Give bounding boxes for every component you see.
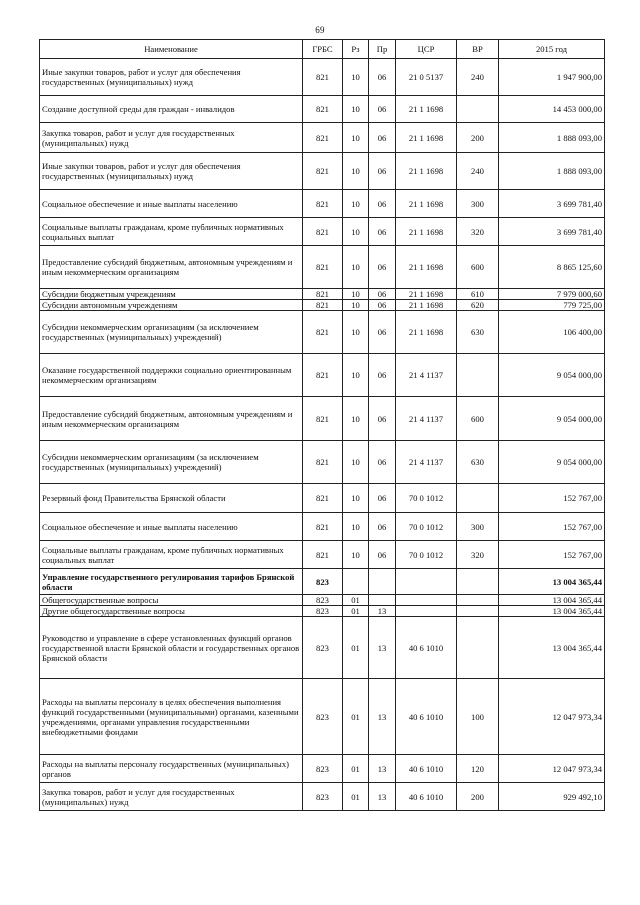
cell-vr xyxy=(457,484,499,513)
cell-csr: 21 1 1698 xyxy=(396,246,457,289)
cell-amount: 8 865 125,60 xyxy=(499,246,605,289)
cell-name: Иные закупки товаров, работ и услуг для обеспечения государственных (муниципальных) нужд xyxy=(40,153,303,190)
cell-vr: 630 xyxy=(457,441,499,484)
cell-rz: 10 xyxy=(343,484,369,513)
table-row xyxy=(40,123,605,153)
cell-name: Закупка товаров, работ и услуг для государственных (муниципальных) нужд xyxy=(40,123,303,153)
cell-rz: 10 xyxy=(343,96,369,123)
cell-csr xyxy=(396,606,457,617)
cell-pr: 06 xyxy=(369,397,396,441)
cell-vr: 620 xyxy=(457,300,499,311)
table-row xyxy=(40,679,605,755)
cell-rz: 01 xyxy=(343,617,369,679)
cell-amount: 13 004 365,44 xyxy=(499,569,605,595)
cell-amount: 152 767,00 xyxy=(499,513,605,541)
cell-name: Другие общегосударственные вопросы xyxy=(40,606,303,617)
table-row xyxy=(40,783,605,811)
cell-pr: 06 xyxy=(369,123,396,153)
table-row xyxy=(40,569,605,595)
table-row xyxy=(40,755,605,783)
cell-rz: 10 xyxy=(343,300,369,311)
table-row xyxy=(40,59,605,96)
cell-amount: 13 004 365,44 xyxy=(499,606,605,617)
cell-name: Субсидии бюджетным учреждениям xyxy=(40,289,303,300)
cell-grbs: 823 xyxy=(303,679,343,755)
cell-amount: 9 054 000,00 xyxy=(499,354,605,397)
cell-pr: 06 xyxy=(369,218,396,246)
cell-grbs: 821 xyxy=(303,354,343,397)
cell-rz: 10 xyxy=(343,541,369,569)
cell-rz: 10 xyxy=(343,153,369,190)
cell-amount: 152 767,00 xyxy=(499,541,605,569)
cell-amount: 12 047 973,34 xyxy=(499,679,605,755)
cell-csr: 70 0 1012 xyxy=(396,513,457,541)
header-grbs: ГРБС xyxy=(303,40,343,59)
cell-grbs: 821 xyxy=(303,300,343,311)
cell-pr: 06 xyxy=(369,311,396,354)
cell-csr: 40 6 1010 xyxy=(396,617,457,679)
cell-name: Социальные выплаты гражданам, кроме публичных нормативных социальных выплат xyxy=(40,218,303,246)
cell-amount: 3 699 781,40 xyxy=(499,218,605,246)
cell-name: Общегосударственные вопросы xyxy=(40,595,303,606)
cell-pr: 06 xyxy=(369,289,396,300)
table-header-row xyxy=(40,40,605,59)
table-row xyxy=(40,595,605,606)
cell-pr: 06 xyxy=(369,484,396,513)
header-vr: ВР xyxy=(457,40,499,59)
cell-vr xyxy=(457,606,499,617)
table-row xyxy=(40,617,605,679)
cell-grbs: 821 xyxy=(303,153,343,190)
cell-rz: 01 xyxy=(343,783,369,811)
cell-amount: 9 054 000,00 xyxy=(499,441,605,484)
cell-name: Социальное обеспечение и иные выплаты населению xyxy=(40,513,303,541)
cell-rz: 10 xyxy=(343,123,369,153)
cell-vr: 240 xyxy=(457,153,499,190)
cell-csr: 70 0 1012 xyxy=(396,484,457,513)
header-csr: ЦСР xyxy=(396,40,457,59)
cell-grbs: 823 xyxy=(303,783,343,811)
cell-amount: 1 947 900,00 xyxy=(499,59,605,96)
cell-grbs: 821 xyxy=(303,59,343,96)
cell-name: Предоставление субсидий бюджетным, автономным учреждениям и иным некоммерческим организациям xyxy=(40,397,303,441)
cell-name: Субсидии некоммерческим организациям (за исключением государственных (муниципальных) учреждений) xyxy=(40,441,303,484)
cell-grbs: 821 xyxy=(303,218,343,246)
cell-name: Субсидии автономным учреждениям xyxy=(40,300,303,311)
cell-pr: 06 xyxy=(369,354,396,397)
cell-pr: 06 xyxy=(369,246,396,289)
cell-name: Закупка товаров, работ и услуг для государственных (муниципальных) нужд xyxy=(40,783,303,811)
cell-grbs: 823 xyxy=(303,606,343,617)
cell-amount: 14 453 000,00 xyxy=(499,96,605,123)
cell-rz: 01 xyxy=(343,755,369,783)
header-pr: Пр xyxy=(369,40,396,59)
cell-amount: 13 004 365,44 xyxy=(499,617,605,679)
cell-pr: 06 xyxy=(369,441,396,484)
cell-vr xyxy=(457,96,499,123)
cell-pr: 06 xyxy=(369,300,396,311)
cell-rz: 10 xyxy=(343,513,369,541)
cell-rz: 01 xyxy=(343,606,369,617)
cell-name: Резервный фонд Правительства Брянской области xyxy=(40,484,303,513)
cell-csr xyxy=(396,595,457,606)
cell-grbs: 821 xyxy=(303,513,343,541)
cell-vr: 300 xyxy=(457,513,499,541)
cell-name: Иные закупки товаров, работ и услуг для обеспечения государственных (муниципальных) нужд xyxy=(40,59,303,96)
table-row xyxy=(40,96,605,123)
table-row xyxy=(40,354,605,397)
cell-amount: 106 400,00 xyxy=(499,311,605,354)
cell-vr: 300 xyxy=(457,190,499,218)
cell-grbs: 821 xyxy=(303,246,343,289)
cell-pr: 06 xyxy=(369,59,396,96)
cell-vr: 600 xyxy=(457,246,499,289)
cell-rz: 10 xyxy=(343,246,369,289)
cell-amount: 3 699 781,40 xyxy=(499,190,605,218)
cell-csr xyxy=(396,569,457,595)
cell-vr: 600 xyxy=(457,397,499,441)
cell-amount: 13 004 365,44 xyxy=(499,595,605,606)
header-name: Наименование xyxy=(40,40,303,59)
cell-csr: 21 1 1698 xyxy=(396,289,457,300)
cell-name: Расходы на выплаты персоналу государственных (муниципальных) органов xyxy=(40,755,303,783)
cell-csr: 21 1 1698 xyxy=(396,300,457,311)
cell-vr: 240 xyxy=(457,59,499,96)
table-row xyxy=(40,289,605,300)
cell-vr: 320 xyxy=(457,541,499,569)
cell-grbs: 821 xyxy=(303,123,343,153)
cell-pr: 13 xyxy=(369,755,396,783)
cell-amount: 1 888 093,00 xyxy=(499,123,605,153)
cell-rz: 10 xyxy=(343,354,369,397)
cell-pr: 13 xyxy=(369,606,396,617)
cell-vr: 630 xyxy=(457,311,499,354)
header-rz: Рз xyxy=(343,40,369,59)
cell-amount: 9 054 000,00 xyxy=(499,397,605,441)
cell-name: Руководство и управление в сфере установленных функций органов государственной власти Брянской области и государственных органов Брянской области xyxy=(40,617,303,679)
cell-rz: 10 xyxy=(343,289,369,300)
cell-pr: 13 xyxy=(369,783,396,811)
cell-name: Создание доступной среды для граждан - инвалидов xyxy=(40,96,303,123)
table-row xyxy=(40,218,605,246)
cell-rz: 10 xyxy=(343,190,369,218)
cell-pr: 06 xyxy=(369,541,396,569)
cell-pr xyxy=(369,569,396,595)
cell-rz: 01 xyxy=(343,595,369,606)
cell-name: Субсидии некоммерческим организациям (за исключением государственных (муниципальных) учреждений) xyxy=(40,311,303,354)
cell-pr xyxy=(369,595,396,606)
cell-amount: 1 888 093,00 xyxy=(499,153,605,190)
cell-rz xyxy=(343,569,369,595)
cell-grbs: 823 xyxy=(303,595,343,606)
table-row xyxy=(40,311,605,354)
cell-vr xyxy=(457,354,499,397)
cell-grbs: 823 xyxy=(303,569,343,595)
page-number: 69 xyxy=(315,25,325,35)
cell-csr: 40 6 1010 xyxy=(396,755,457,783)
cell-name: Социальное обеспечение и иные выплаты населению xyxy=(40,190,303,218)
cell-rz: 10 xyxy=(343,59,369,96)
cell-pr: 06 xyxy=(369,96,396,123)
cell-csr: 40 6 1010 xyxy=(396,783,457,811)
table-row xyxy=(40,246,605,289)
cell-grbs: 823 xyxy=(303,617,343,679)
cell-pr: 06 xyxy=(369,513,396,541)
cell-csr: 21 1 1698 xyxy=(396,153,457,190)
cell-name: Оказание государственной поддержки социально ориентированным некоммерческим организациям xyxy=(40,354,303,397)
cell-grbs: 821 xyxy=(303,441,343,484)
table-row xyxy=(40,541,605,569)
cell-amount: 7 979 000,60 xyxy=(499,289,605,300)
table-row xyxy=(40,484,605,513)
cell-rz: 10 xyxy=(343,218,369,246)
cell-amount: 779 725,00 xyxy=(499,300,605,311)
budget-table xyxy=(39,39,605,811)
cell-rz: 10 xyxy=(343,311,369,354)
cell-csr: 21 1 1698 xyxy=(396,311,457,354)
cell-vr: 320 xyxy=(457,218,499,246)
table-row xyxy=(40,300,605,311)
header-amount: 2015 год xyxy=(499,40,605,59)
cell-rz: 01 xyxy=(343,679,369,755)
cell-pr: 13 xyxy=(369,617,396,679)
cell-grbs: 821 xyxy=(303,96,343,123)
cell-name: Расходы на выплаты персоналу в целях обеспечения выполнения функций государственными (муниципальными) органами, казенными учреждениями, органами управления государственными внебюджетными фондами xyxy=(40,679,303,755)
cell-vr xyxy=(457,569,499,595)
cell-amount: 929 492,10 xyxy=(499,783,605,811)
cell-grbs: 821 xyxy=(303,190,343,218)
cell-csr: 21 1 1698 xyxy=(396,123,457,153)
cell-rz: 10 xyxy=(343,397,369,441)
cell-csr: 21 1 1698 xyxy=(396,190,457,218)
table-row xyxy=(40,190,605,218)
cell-vr: 610 xyxy=(457,289,499,300)
cell-vr: 200 xyxy=(457,783,499,811)
cell-csr: 21 1 1698 xyxy=(396,218,457,246)
cell-grbs: 821 xyxy=(303,484,343,513)
cell-grbs: 823 xyxy=(303,755,343,783)
cell-csr: 21 4 1137 xyxy=(396,397,457,441)
cell-csr: 21 0 5137 xyxy=(396,59,457,96)
cell-grbs: 821 xyxy=(303,289,343,300)
cell-grbs: 821 xyxy=(303,397,343,441)
cell-csr: 21 4 1137 xyxy=(396,354,457,397)
cell-csr: 21 1 1698 xyxy=(396,96,457,123)
cell-csr: 70 0 1012 xyxy=(396,541,457,569)
cell-vr: 120 xyxy=(457,755,499,783)
cell-grbs: 821 xyxy=(303,311,343,354)
cell-vr: 100 xyxy=(457,679,499,755)
cell-amount: 12 047 973,34 xyxy=(499,755,605,783)
cell-pr: 06 xyxy=(369,190,396,218)
cell-vr xyxy=(457,617,499,679)
cell-name: Предоставление субсидий бюджетным, автономным учреждениям и иным некоммерческим организациям xyxy=(40,246,303,289)
cell-vr: 200 xyxy=(457,123,499,153)
table-row xyxy=(40,513,605,541)
cell-csr: 40 6 1010 xyxy=(396,679,457,755)
cell-amount: 152 767,00 xyxy=(499,484,605,513)
table-row xyxy=(40,397,605,441)
cell-rz: 10 xyxy=(343,441,369,484)
cell-vr xyxy=(457,595,499,606)
cell-grbs: 821 xyxy=(303,541,343,569)
table-row xyxy=(40,606,605,617)
table-row xyxy=(40,153,605,190)
cell-name: Социальные выплаты гражданам, кроме публичных нормативных социальных выплат xyxy=(40,541,303,569)
table-body xyxy=(40,59,605,811)
cell-pr: 13 xyxy=(369,679,396,755)
cell-name: Управление государственного регулирования тарифов Брянской области xyxy=(40,569,303,595)
cell-pr: 06 xyxy=(369,153,396,190)
cell-csr: 21 4 1137 xyxy=(396,441,457,484)
table-row xyxy=(40,441,605,484)
